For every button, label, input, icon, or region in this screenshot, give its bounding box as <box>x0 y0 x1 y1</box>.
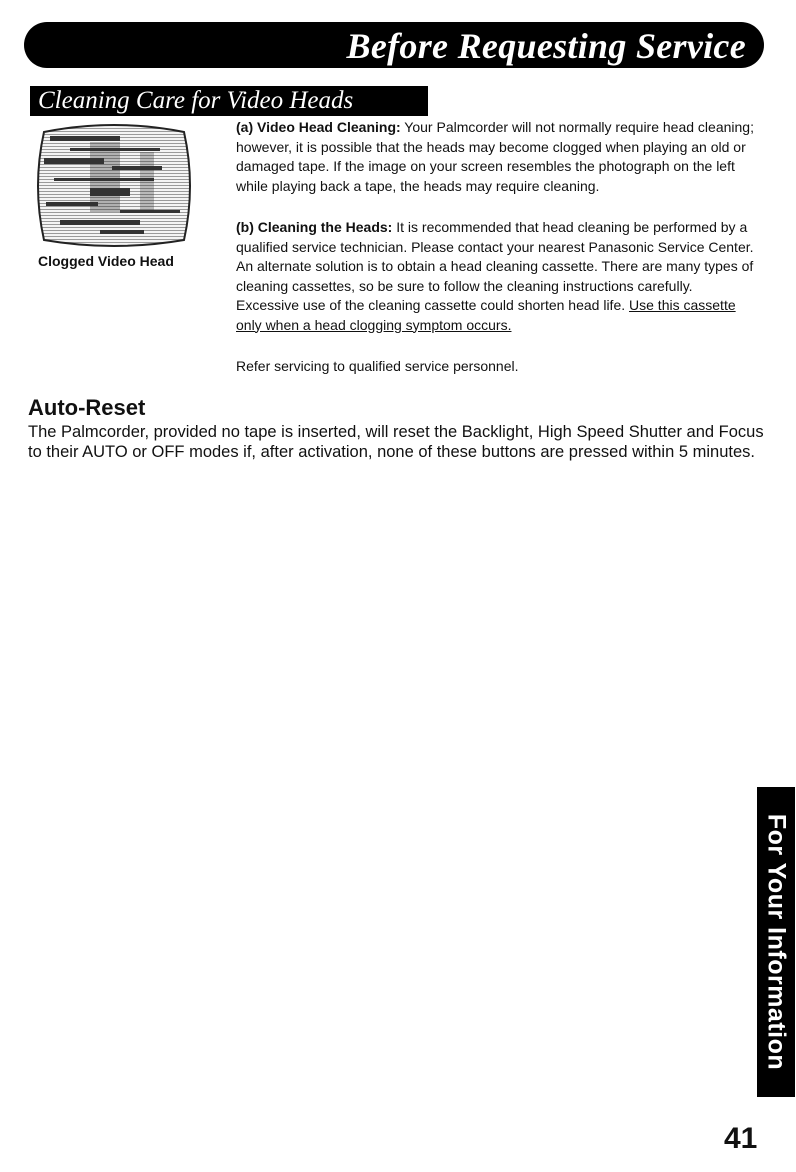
auto-reset-body: The Palmcorder, provided no tape is inserted, will reset the Backlight, High Speed Shutter and Focus to their AUTO or OFF modes if, after activation, none of these buttons are pressed within 5 minutes. <box>28 423 764 461</box>
page-banner <box>24 22 764 68</box>
paragraph-head-cleaning <box>236 118 756 196</box>
side-tab-label: For Your Information <box>762 813 791 1071</box>
photo-caption: Clogged Video Head <box>38 253 174 269</box>
refer-servicing-note: Refer servicing to qualified service personnel. <box>236 358 519 374</box>
paragraph-cleaning-heads <box>236 218 756 335</box>
page-number: 41 <box>724 1122 758 1155</box>
paragraph-a-label: (a) Video Head Cleaning: <box>236 119 401 135</box>
clogged-video-head-photo <box>30 122 198 250</box>
paragraph-a-text: Your Palmcorder will not normally require head cleaning; however, it is possible that the heads may become clogged when playing an old or damaged tape. If the image on your screen resembles the photograph on the left while playing back a tape, the heads may require cleaning. <box>236 119 754 194</box>
banner-title: Before Requesting Service <box>346 26 746 66</box>
section-title-bar <box>30 86 428 116</box>
paragraph-b-label: (b) Cleaning the Heads: <box>236 219 393 235</box>
paragraph-b-underlined-note: Use this cassette only when a head clogging symptom occurs. <box>236 297 736 333</box>
section-side-tab <box>757 787 795 1097</box>
paragraph-b-text: It is recommended that head cleaning be performed by a qualified service technician. Please contact your nearest Panasonic Service Center. An alternate solution is to obtain a head cleaning cassette. There are many types of cleaning cassettes, so be sure to follow the cleaning instructions carefully. Excessive use of the cleaning cassette could shorten head life. <box>236 219 754 313</box>
section-title: Cleaning Care for Video Heads <box>38 87 354 114</box>
auto-reset-heading: Auto-Reset <box>28 395 146 420</box>
